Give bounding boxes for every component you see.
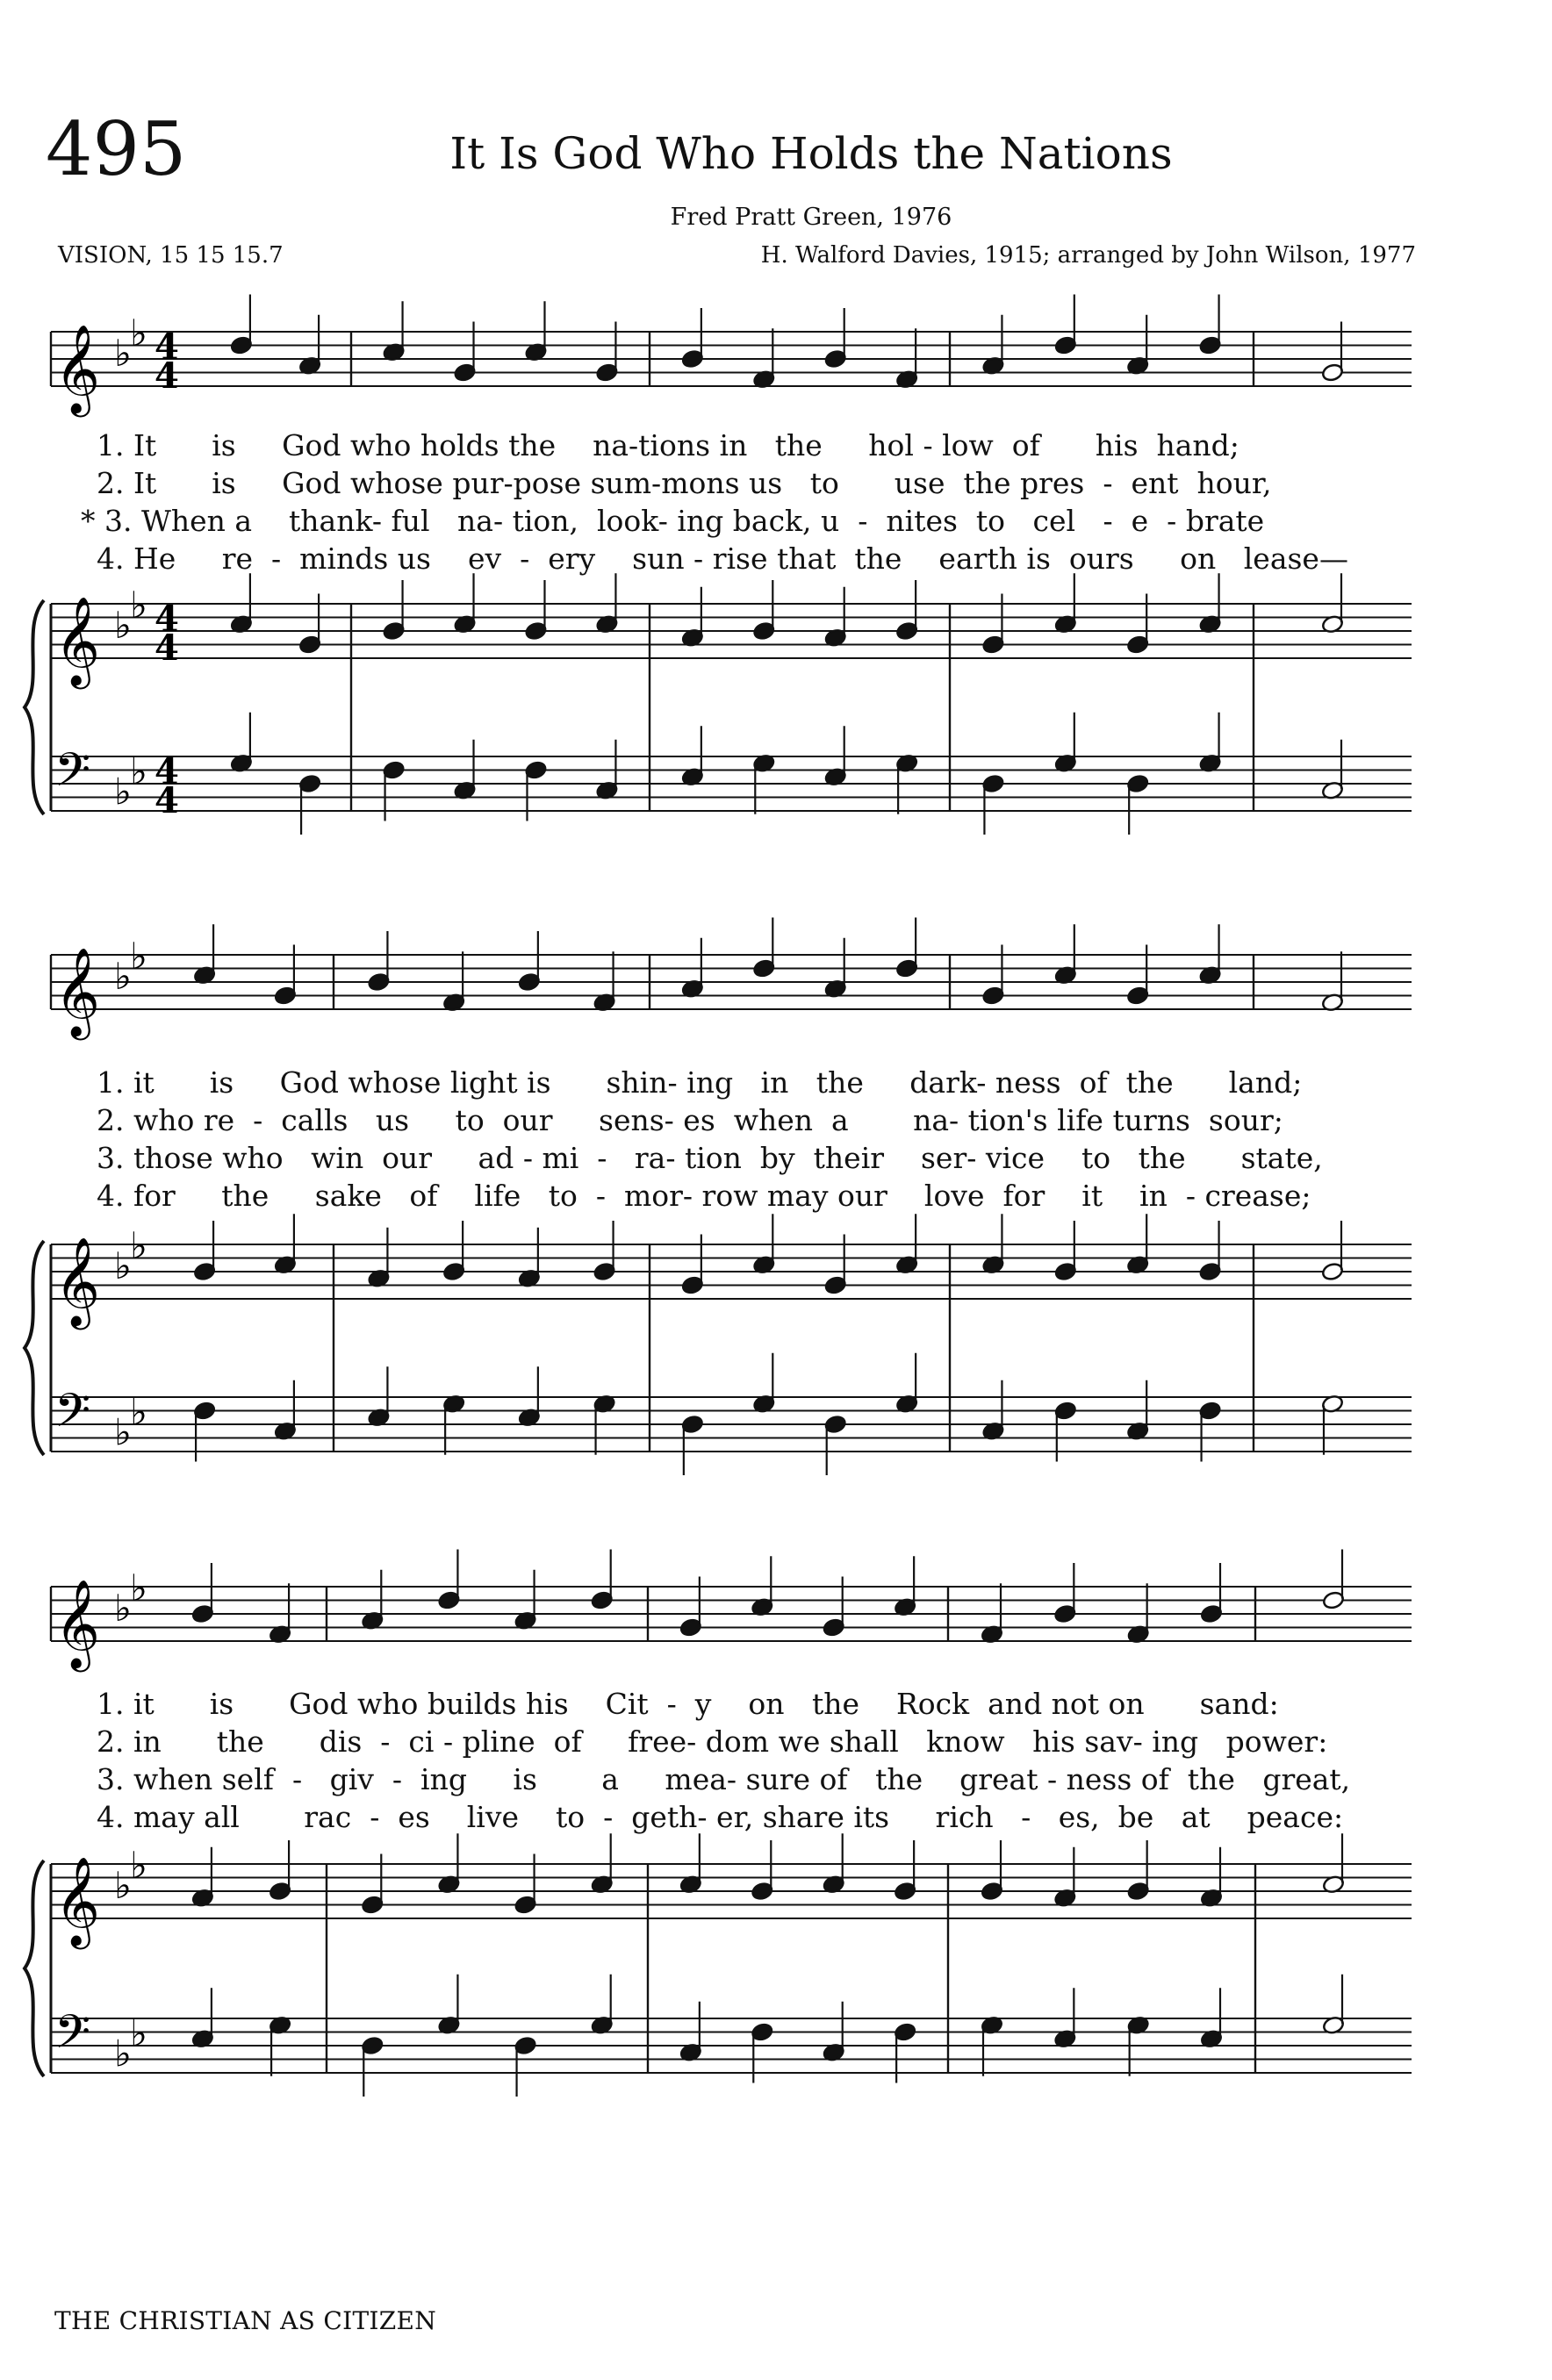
system-3-verse-3: 3. when self - giv - ing is a mea- sure of the great - ness of the great, [97,1762,1351,1796]
s1-treble-key-signature: ♭ [114,604,132,647]
system-1-verse-1: 1. It is God who holds the na-tions in the hol - low of his hand; [97,428,1239,462]
s3-melody-key-signature: ♭ [114,1587,132,1630]
s2-melody-key-signature: ♭ [114,955,132,998]
s1-bass-clef: 𝄢 [54,743,91,809]
s3-melody-clef: 𝄞 [54,1578,101,1668]
s1-melody-key-signature: ♭ [114,332,132,375]
system-2-verse-4: 4. for the sake of life to - mor- row may our love for it in - crease; [97,1179,1311,1213]
s1-melody-key-signature: ♭ [130,311,147,355]
s3-treble-clef: 𝄞 [54,1855,101,1946]
s2-bass-key-signature: ♭ [130,1390,147,1434]
s3-treble-key-signature: ♭ [114,1864,132,1907]
s1-treble-time-signature-top: 4 [154,599,179,640]
s3-bass-key-signature: ♭ [130,2011,147,2055]
s1-melody-clef: 𝄞 [54,323,101,413]
system-2-verse-1: 1. it is God whose light is shin- ing in the dark- ness of the land; [97,1065,1303,1100]
s3-bass-key-signature: ♭ [114,2032,132,2075]
s1-melody-time-signature-top: 4 [154,326,179,368]
s1-bass-time-signature-top: 4 [154,751,179,792]
s2-bass-key-signature: ♭ [114,1410,132,1454]
s2-treble-clef: 𝄞 [54,1236,101,1326]
text-author: Fred Pratt Green, 1976 [670,204,952,231]
system-1-verse-4: 4. He re - minds us ev - ery sun - rise that the earth is ours on lease— [97,541,1348,576]
hymn-title: It Is God Who Holds the Nations [449,128,1173,179]
tune-name: VISION, 15 15 15.7 [58,242,284,269]
s1-treble-clef: 𝄞 [54,595,101,685]
s1-treble-key-signature: ♭ [130,583,147,627]
s2-brace [25,1241,44,1455]
system-3-verse-4: 4. may all rac - es live to - geth- er, share its rich - es, be at peace: [97,1800,1344,1834]
s1-bass-key-signature: ♭ [130,749,147,793]
s1-brace [25,600,44,814]
system-3-verse-1: 1. it is God who builds his Cit - y on the Rock and not on sand: [97,1687,1279,1721]
music-credit: H. Walford Davies, 1915; arranged by John Wilson, 1977 [760,242,1416,269]
s2-melody-clef: 𝄞 [54,946,101,1036]
s2-melody-key-signature: ♭ [130,934,147,978]
s1-bass-key-signature: ♭ [114,770,132,814]
s2-treble-key-signature: ♭ [114,1244,132,1287]
s3-treble-key-signature: ♭ [130,1843,147,1887]
system-1-verse-3: * 3. When a thank- ful na- tion, look- ing back, u - nites to cel - e - brate [81,504,1265,538]
system-2-verse-3: 3. those who win our ad - mi - ra- tion by their ser- vice to the state, [97,1141,1323,1175]
s1-treble-time-signature-bottom: 4 [154,627,179,669]
s3-brace [25,1860,44,2076]
system-3-verse-2: 2. in the dis - ci - pline of free- dom we shall know his sav- ing power: [97,1724,1328,1759]
s3-bass-clef: 𝄢 [54,2005,91,2071]
s1-bass-time-signature-bottom: 4 [154,780,179,821]
s2-treble-key-signature: ♭ [130,1223,147,1267]
s3-melody-key-signature: ♭ [130,1566,147,1609]
hymn-number: 495 [46,106,187,192]
system-1-verse-2: 2. It is God whose pur-pose sum-mons us to use the pres - ent hour, [97,466,1272,500]
s1-melody-time-signature-bottom: 4 [154,355,179,397]
section-footer: THE CHRISTIAN AS CITIZEN [54,2306,437,2335]
system-2-verse-2: 2. who re - calls us to our sens- es when a na- tion's life turns sour; [97,1103,1283,1137]
s2-bass-clef: 𝄢 [54,1384,91,1450]
